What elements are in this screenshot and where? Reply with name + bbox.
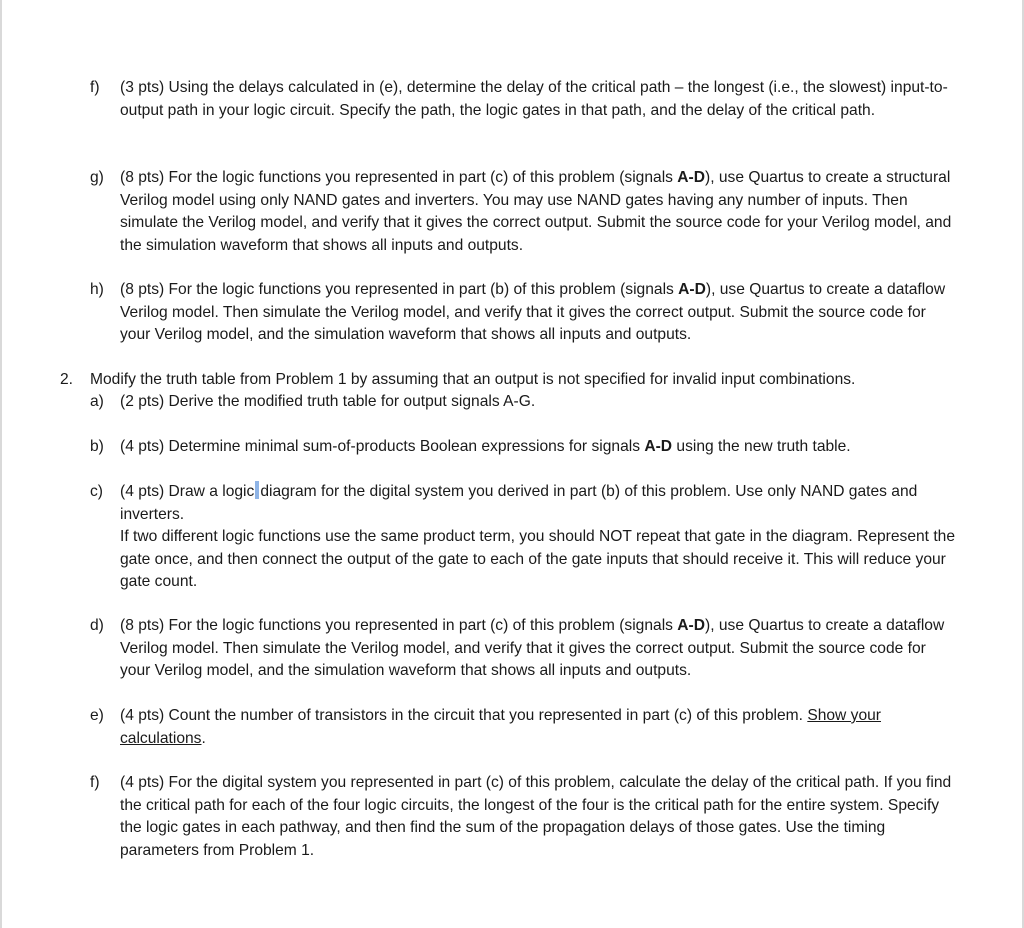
item-marker: e) <box>90 707 104 724</box>
item-marker: a) <box>90 393 104 410</box>
problem2-part-a <box>90 391 960 414</box>
item-text: (4 pts) Draw a logic diagram for the digital system you derived in part (b) of this problem. Use only NAND gates and inverters. If two different logic functions use the same product term, you should NOT repeat that gate in the diagram. Represent the gate once, and then connect the output of the gate to each of the gate inputs that should receive it. This will reduce your gate count. <box>120 481 960 594</box>
item-text: (8 pts) For the logic functions you represented in part (b) of this problem (signals A-D), use Quartus to create a dataflow Verilog model. Then simulate the Verilog model, and verify that it gives the correct output. Submit the source code for your Verilog model, and the simulation waveform that shows all inputs and outputs. <box>120 281 946 343</box>
problem2-part-b <box>90 436 960 459</box>
item-text: (8 pts) For the logic functions you represented in part (c) of this problem (signals A-D), use Quartus to create a structural Verilog model using only NAND gates and inverters. You may use NAND gates having any number of inputs. Then simulate the Verilog model, and verify that it gives the correct output. Submit the source code for your Verilog model, and the simulation waveform that shows all inputs and outputs. <box>120 169 952 254</box>
underlined-text: Show your calculations <box>120 707 881 747</box>
item-text: (4 pts) Count the number of transistors in the circuit that you represented in part (c) of this problem. Show your calculations. <box>120 707 881 747</box>
signals-bold: A-D <box>678 281 706 298</box>
item-text-line2: If two different logic functions use the same product term, you should NOT repeat that gate in the diagram. Represent the gate once, and then connect the output of the gate to each of the gate inputs that should receive it. This will reduce your gate count. <box>120 528 956 590</box>
signals-bold: A-D <box>644 438 673 455</box>
text-cursor <box>255 481 259 499</box>
problem1-part-g <box>90 167 960 257</box>
item-marker: f) <box>90 774 100 791</box>
item-marker: g) <box>90 169 104 186</box>
signals-bold: A-D <box>677 617 706 634</box>
problem1-part-h <box>90 279 960 347</box>
item-text: (3 pts) Using the delays calculated in (e), determine the delay of the critical path – the longest (i.e., the slowest) input-to-output path in your logic circuit. Specify the path, the logic gates in that path, and the delay of the critical path. <box>120 79 948 119</box>
item-marker: f) <box>90 79 100 96</box>
item-marker: b) <box>90 438 104 455</box>
page-edge-left <box>0 0 2 928</box>
item-text: (4 pts) Determine minimal sum-of-products Boolean expressions for signals A-D using the new truth table. <box>120 438 851 455</box>
signals-bold: A-D <box>677 169 706 186</box>
item-marker: c) <box>90 483 103 500</box>
problem2-part-e <box>90 705 960 750</box>
problem2-part-c <box>90 481 960 594</box>
item-text: Modify the truth table from Problem 1 by assuming that an output is not specified for invalid input combinations. <box>90 371 856 388</box>
item-marker: d) <box>90 617 104 634</box>
item-text: (2 pts) Derive the modified truth table for output signals A-G. <box>120 393 536 410</box>
item-text: (8 pts) For the logic functions you represented in part (c) of this problem (signals A-D), use Quartus to create a dataflow Verilog model. Then simulate the Verilog model, and verify that it gives the correct output. Submit the source code for your Verilog model, and the simulation waveform that shows all inputs and outputs. <box>120 617 945 679</box>
problem2-part-f <box>90 772 960 862</box>
problem2-stem <box>60 369 960 392</box>
problem1-part-f <box>90 77 960 122</box>
item-marker: 2. <box>60 371 74 388</box>
item-marker: h) <box>90 281 104 298</box>
problem2-part-d <box>90 615 960 683</box>
item-text: (4 pts) For the digital system you represented in part (c) of this problem, calculate the delay of the critical path. If you find the critical path for each of the four logic circuits, the longest of the four is the critical path for the entire system. Specify the logic gates in each pathway, and then find the sum of the propagation delays of those gates. Use the timing parameters from Problem 1. <box>120 774 952 859</box>
